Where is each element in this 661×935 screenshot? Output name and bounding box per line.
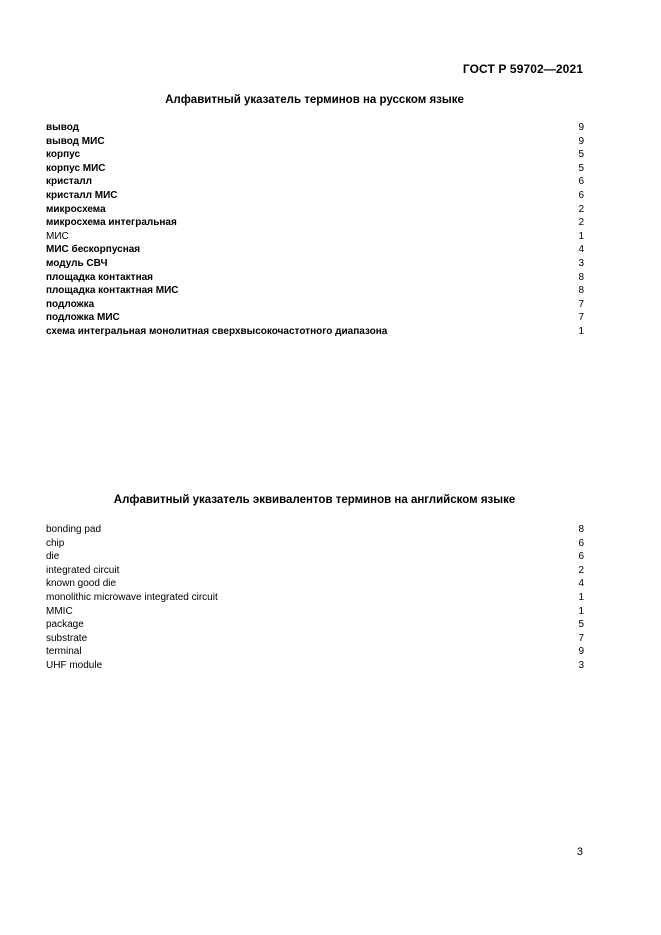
index-term: monolithic microwave integrated circuit	[46, 591, 218, 603]
index-page-ref: 2	[578, 203, 584, 215]
index-term: кристалл МИС	[46, 189, 118, 201]
index-page-ref: 5	[578, 619, 584, 631]
index-page-ref: 7	[578, 298, 584, 310]
index-term: package	[46, 619, 84, 631]
english-index-entry	[46, 645, 584, 659]
english-index-title: Алфавитный указатель эквивалентов терминов на английском языке	[113, 494, 516, 506]
russian-index-entry	[46, 311, 584, 325]
index-term: вывод	[46, 122, 80, 133]
english-index-entry	[46, 632, 584, 646]
english-index-entry	[46, 659, 584, 673]
russian-index-entry	[46, 271, 584, 285]
index-page-ref: 5	[578, 149, 584, 161]
index-term: площадка контактная	[46, 271, 154, 283]
index-term: МИС бескорпусная	[46, 244, 141, 256]
index-page-ref: 8	[578, 285, 584, 297]
index-term: terminal	[46, 646, 82, 658]
index-page-ref: 6	[578, 176, 584, 188]
russian-index-entry	[46, 175, 584, 189]
index-term: вывод МИС	[46, 135, 105, 147]
index-term: корпус МИС	[46, 162, 106, 174]
index-page-ref: 6	[578, 551, 584, 563]
english-index-entry	[46, 618, 584, 632]
english-index-entry	[46, 550, 584, 564]
english-index-entry	[46, 577, 584, 591]
russian-index-entry	[46, 243, 584, 257]
russian-index-entry	[46, 216, 584, 230]
index-term: bonding pad	[46, 524, 102, 535]
index-page-ref: 2	[578, 564, 584, 576]
russian-index-entry	[46, 257, 584, 271]
russian-index-entry	[46, 284, 584, 298]
index-page-ref: 5	[578, 162, 584, 174]
index-term: chip	[46, 537, 65, 549]
index-page-ref: 3	[578, 257, 584, 269]
english-index-entry	[46, 537, 584, 551]
russian-index-entry	[46, 203, 584, 217]
index-page-ref: 4	[578, 578, 584, 590]
index-term: подложка МИС	[46, 312, 120, 324]
index-term: known good die	[46, 578, 117, 590]
english-index-entry	[46, 591, 584, 605]
russian-index-entry	[46, 148, 584, 162]
russian-index-list	[46, 121, 584, 339]
index-page-ref: 1	[578, 325, 584, 337]
english-index-entry	[46, 605, 584, 619]
russian-index-entry	[46, 162, 584, 176]
index-page-ref: 6	[578, 189, 584, 201]
index-term: площадка контактная МИС	[46, 285, 179, 297]
index-page-ref: 9	[578, 135, 584, 147]
index-term: корпус	[46, 149, 81, 161]
index-page-ref: 7	[578, 632, 584, 644]
english-index-entry	[46, 523, 584, 537]
standard-number: ГОСТ Р 59702—2021	[462, 62, 583, 76]
index-page-ref: 1	[578, 230, 584, 242]
index-page-ref: 9	[578, 122, 584, 133]
index-page-ref: 9	[578, 646, 584, 658]
index-page-ref: 8	[578, 271, 584, 283]
index-term: схема интегральная монолитная сверхвысокочастотного диапазона	[46, 325, 388, 337]
index-page-ref: 3	[578, 659, 584, 671]
index-page-ref: 1	[578, 605, 584, 617]
index-page-ref: 6	[578, 537, 584, 549]
russian-index-entry	[46, 135, 584, 149]
russian-index-entry	[46, 121, 584, 135]
index-term: substrate	[46, 632, 88, 644]
index-term: МИС	[46, 230, 69, 242]
russian-index-entry	[46, 189, 584, 203]
english-index-entry	[46, 564, 584, 578]
page-number: 3	[576, 846, 583, 858]
index-term: микросхема	[46, 203, 106, 215]
index-term: подложка	[46, 298, 95, 310]
russian-index-entry	[46, 325, 584, 339]
russian-index-title: Алфавитный указатель терминов на русском языке	[165, 94, 464, 106]
index-page-ref: 8	[578, 524, 584, 535]
index-term: кристалл	[46, 176, 92, 188]
index-page-ref: 1	[578, 591, 584, 603]
russian-index-entry	[46, 298, 584, 312]
index-term: integrated circuit	[46, 564, 120, 576]
english-index-list	[46, 523, 584, 673]
russian-index-entry	[46, 230, 584, 244]
index-term: MMIC	[46, 605, 73, 617]
index-term: модуль СВЧ	[46, 257, 108, 269]
index-term: микросхема интегральная	[46, 217, 177, 229]
index-term: die	[46, 551, 60, 563]
index-term: UHF module	[46, 659, 103, 671]
index-page-ref: 7	[578, 312, 584, 324]
index-page-ref: 4	[578, 244, 584, 256]
index-page-ref: 2	[578, 217, 584, 229]
